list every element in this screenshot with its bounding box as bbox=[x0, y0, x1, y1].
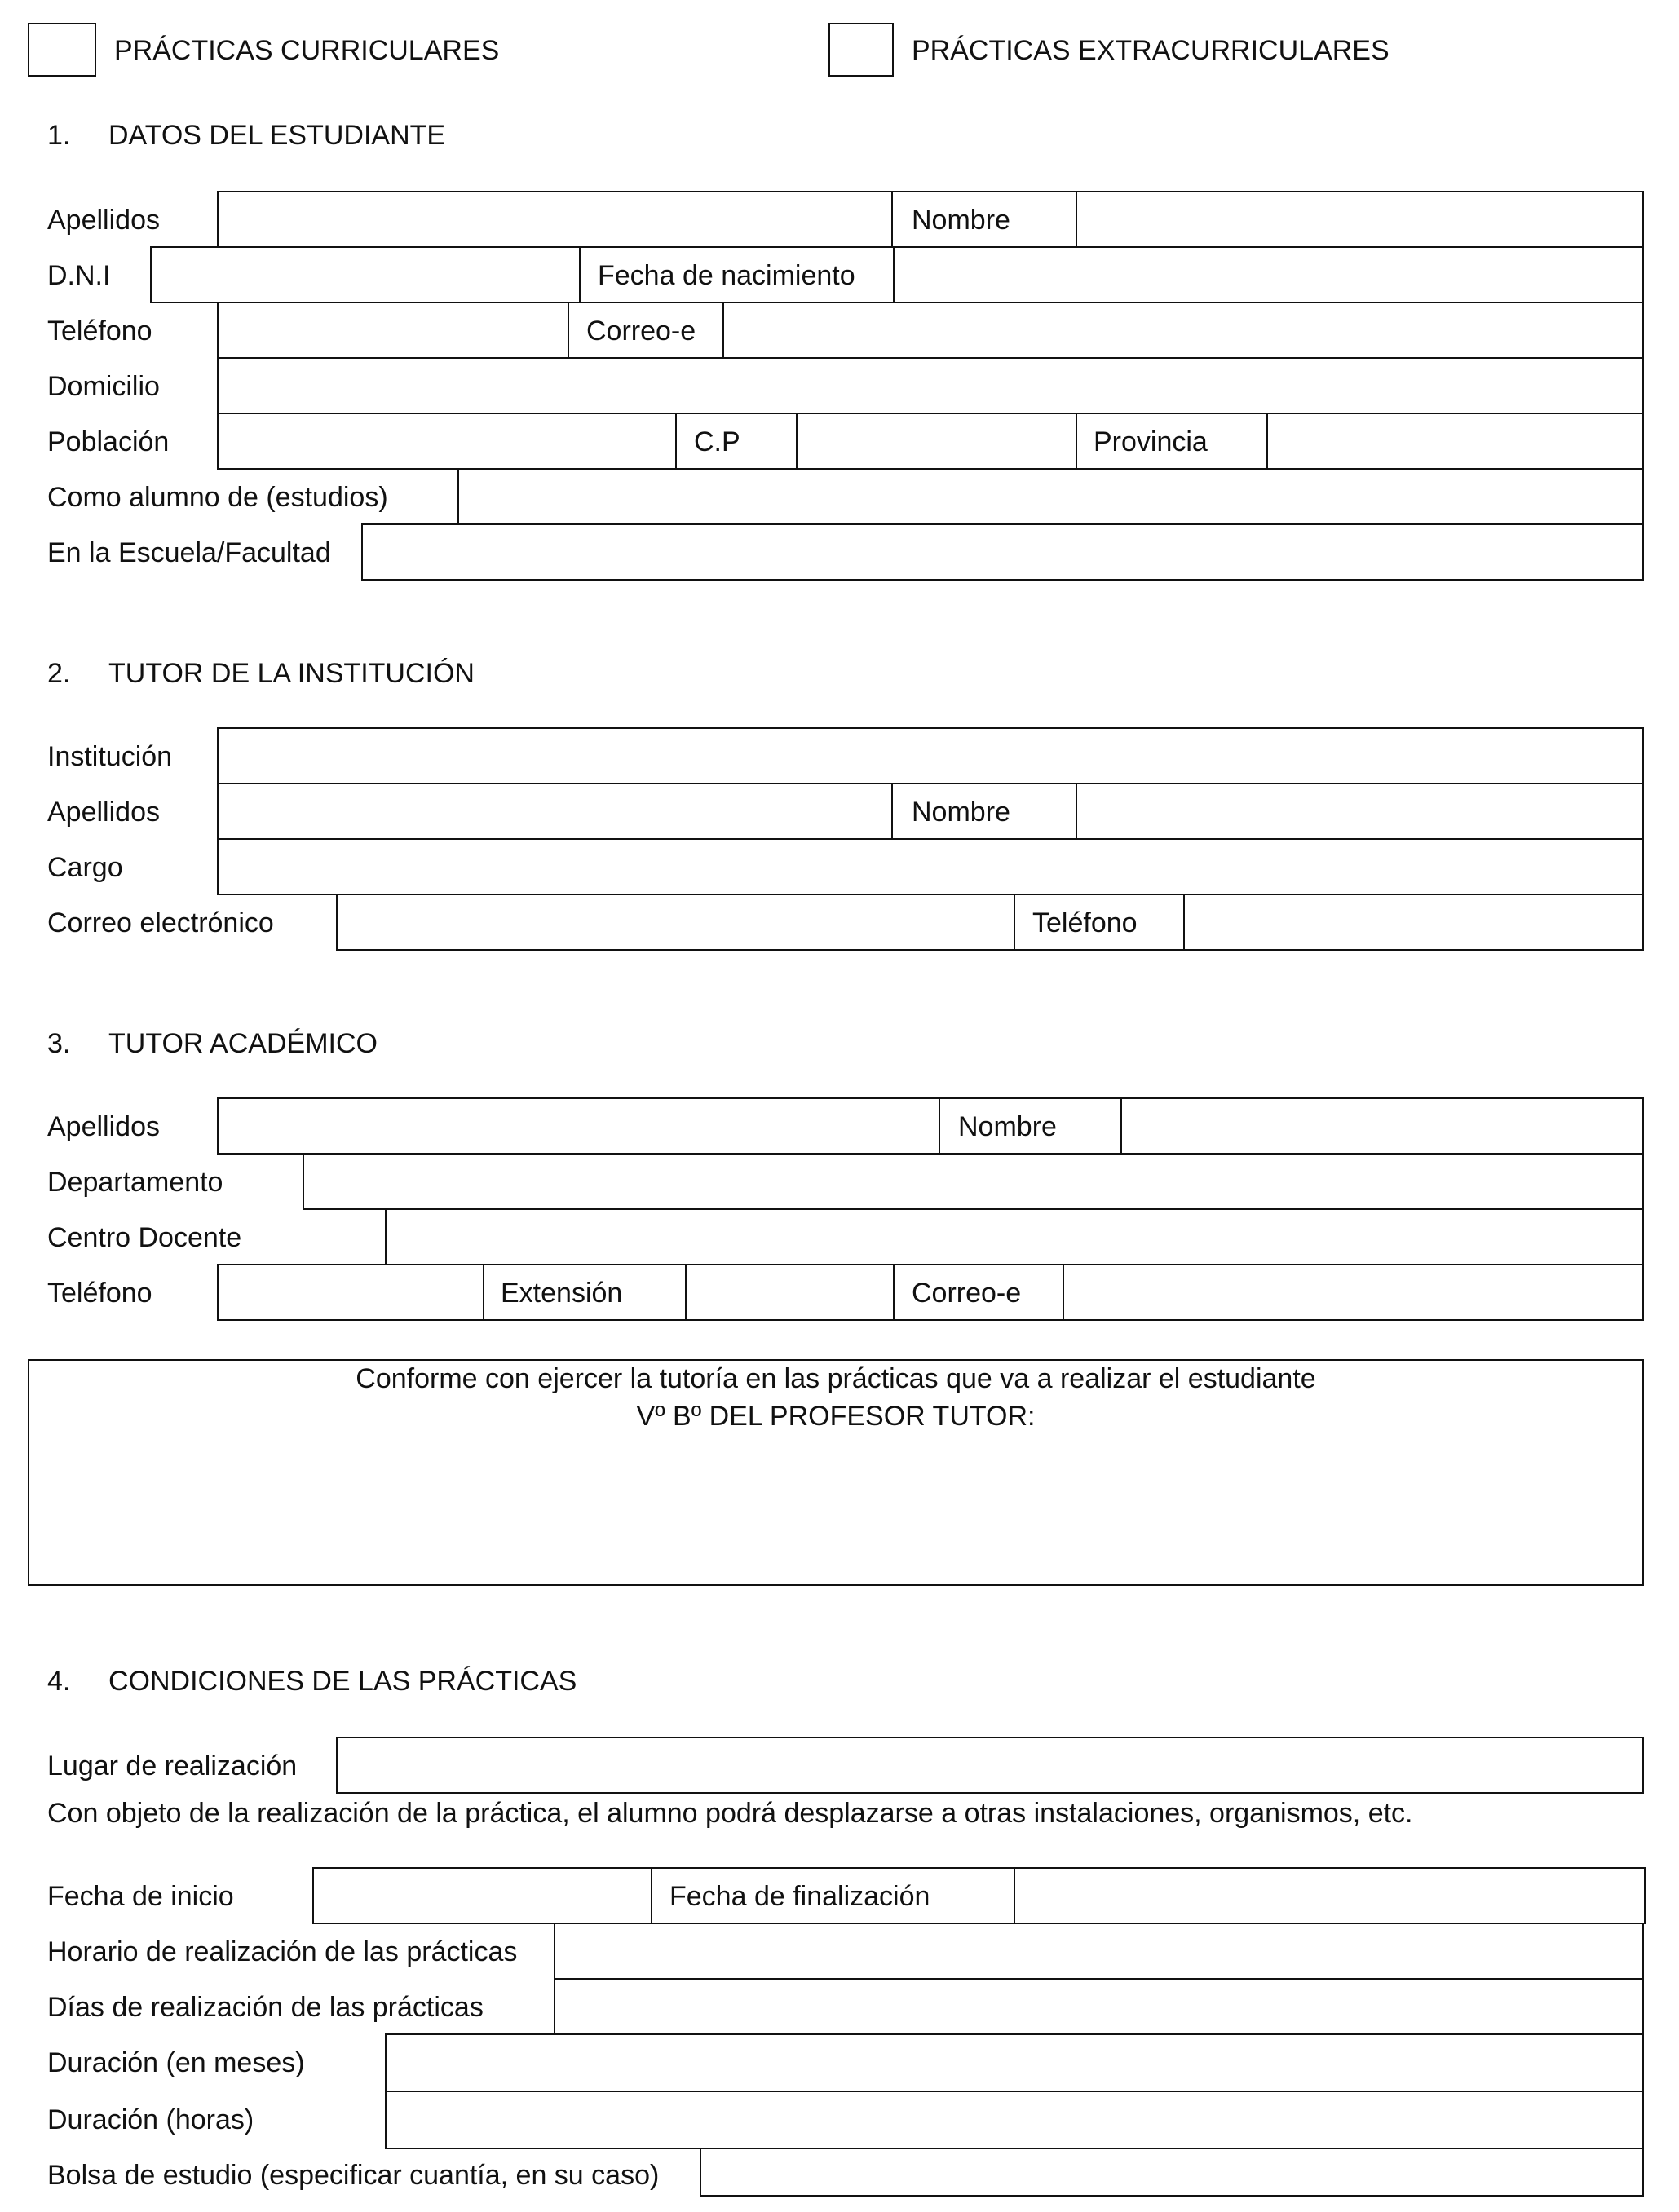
s4-bolsa-label: Bolsa de estudio (especificar cuantía, en su caso) bbox=[47, 2160, 660, 2191]
s1-escuela-label: En la Escuela/Facultad bbox=[47, 537, 331, 568]
vobo-profesor-tutor-text: Vº Bº DEL PROFESOR TUTOR: bbox=[636, 1401, 1036, 1432]
s3-nombre-label: Nombre bbox=[958, 1111, 1057, 1142]
s1-correo-label: Correo-e bbox=[586, 316, 696, 347]
s2-cargo-field[interactable] bbox=[217, 838, 1644, 895]
curriculares-checkbox[interactable] bbox=[28, 23, 96, 77]
s4-fecha-fin-label: Fecha de finalización bbox=[669, 1881, 930, 1912]
s1-poblacion-label: Población bbox=[47, 426, 170, 457]
extracurriculares-checkbox[interactable] bbox=[828, 23, 894, 77]
s2-correo-field[interactable] bbox=[336, 894, 1015, 951]
s1-nombre-field[interactable] bbox=[1076, 191, 1644, 248]
s1-estudios-field[interactable] bbox=[457, 468, 1644, 525]
s3-correo-label: Correo-e bbox=[912, 1278, 1022, 1309]
s1-nombre-label: Nombre bbox=[912, 205, 1010, 236]
s4-desplazamiento-note: Con objeto de la realización de la práctica, el alumno podrá desplazarse a otras instalaciones, organismos, etc. bbox=[47, 1798, 1413, 1829]
s3-apellidos-label: Apellidos bbox=[47, 1111, 160, 1142]
s1-cp-field[interactable] bbox=[796, 413, 1077, 470]
s4-dias-label: Días de realización de las prácticas bbox=[47, 1992, 484, 2023]
s1-cp-label: C.P bbox=[694, 426, 740, 457]
s1-dni-label: D.N.I bbox=[47, 260, 111, 291]
s2-nombre-field[interactable] bbox=[1076, 783, 1644, 840]
s3-extension-label: Extensión bbox=[501, 1278, 623, 1309]
s1-apellidos-field[interactable] bbox=[217, 191, 893, 248]
s3-departamento-label: Departamento bbox=[47, 1167, 223, 1198]
s4-duracion-meses-label: Duración (en meses) bbox=[47, 2047, 305, 2078]
s4-duracion-horas-field[interactable] bbox=[385, 2091, 1644, 2149]
s4-duracion-horas-label: Duración (horas) bbox=[47, 2104, 254, 2135]
s2-institucion-field[interactable] bbox=[217, 727, 1644, 784]
section-3-number: 3. bbox=[47, 1028, 71, 1059]
s1-provincia-field[interactable] bbox=[1266, 413, 1644, 470]
s2-apellidos-label: Apellidos bbox=[47, 797, 160, 828]
s4-lugar-field[interactable] bbox=[336, 1737, 1644, 1794]
s1-poblacion-field[interactable] bbox=[217, 413, 677, 470]
tutor-signature-box[interactable] bbox=[28, 1359, 1644, 1586]
s1-correo-field[interactable] bbox=[722, 302, 1644, 359]
section-4-number: 4. bbox=[47, 1666, 71, 1697]
s1-telefono-label: Teléfono bbox=[47, 316, 152, 347]
s2-institucion-label: Institución bbox=[47, 741, 173, 772]
s1-domicilio-label: Domicilio bbox=[47, 371, 160, 402]
s1-estudios-label: Como alumno de (estudios) bbox=[47, 482, 388, 513]
s2-cargo-label: Cargo bbox=[47, 852, 123, 883]
extracurriculares-label: PRÁCTICAS EXTRACURRICULARES bbox=[912, 35, 1390, 66]
s2-apellidos-field[interactable] bbox=[217, 783, 893, 840]
s2-nombre-label: Nombre bbox=[912, 797, 1010, 828]
s2-telefono-label: Teléfono bbox=[1032, 907, 1138, 938]
s4-fecha-inicio-field[interactable] bbox=[312, 1867, 652, 1924]
s1-dni-field[interactable] bbox=[150, 246, 581, 303]
s4-horario-label: Horario de realización de las prácticas bbox=[47, 1936, 518, 1967]
conforme-text: Conforme con ejercer la tutoría en las prácticas que va a realizar el estudiante bbox=[356, 1363, 1316, 1394]
s1-domicilio-field[interactable] bbox=[217, 357, 1644, 414]
s3-centro-field[interactable] bbox=[385, 1208, 1644, 1265]
s1-fecha-nac-label: Fecha de nacimiento bbox=[598, 260, 855, 291]
s4-duracion-meses-field[interactable] bbox=[385, 2033, 1644, 2092]
section-2-number: 2. bbox=[47, 658, 71, 689]
s3-apellidos-field[interactable] bbox=[217, 1097, 940, 1155]
s3-extension-field[interactable] bbox=[685, 1264, 895, 1321]
s3-telefono-field[interactable] bbox=[217, 1264, 484, 1321]
section-4-title: CONDICIONES DE LAS PRÁCTICAS bbox=[108, 1666, 577, 1697]
s1-escuela-field[interactable] bbox=[361, 523, 1644, 581]
section-1-number: 1. bbox=[47, 120, 71, 151]
section-2-title: TUTOR DE LA INSTITUCIÓN bbox=[108, 658, 475, 689]
s4-fecha-fin-field[interactable] bbox=[1014, 1867, 1646, 1924]
s4-fecha-inicio-label: Fecha de inicio bbox=[47, 1881, 234, 1912]
curriculares-label: PRÁCTICAS CURRICULARES bbox=[114, 35, 500, 66]
s3-nombre-field[interactable] bbox=[1120, 1097, 1644, 1155]
s3-telefono-label: Teléfono bbox=[47, 1278, 152, 1309]
s3-departamento-field[interactable] bbox=[303, 1153, 1644, 1210]
s4-lugar-label: Lugar de realización bbox=[47, 1751, 298, 1782]
s4-horario-field[interactable] bbox=[554, 1923, 1644, 1980]
s4-dias-field[interactable] bbox=[554, 1978, 1644, 2035]
s1-fecha-nac-field[interactable] bbox=[893, 246, 1644, 303]
s2-correo-label: Correo electrónico bbox=[47, 907, 274, 938]
section-3-title: TUTOR ACADÉMICO bbox=[108, 1028, 378, 1059]
s2-telefono-field[interactable] bbox=[1183, 894, 1644, 951]
s3-correo-field[interactable] bbox=[1063, 1264, 1644, 1321]
s1-telefono-field[interactable] bbox=[217, 302, 569, 359]
s4-bolsa-field[interactable] bbox=[700, 2148, 1644, 2197]
s3-centro-label: Centro Docente bbox=[47, 1222, 242, 1253]
s1-apellidos-label: Apellidos bbox=[47, 205, 160, 236]
section-1-title: DATOS DEL ESTUDIANTE bbox=[108, 120, 446, 151]
s1-provincia-label: Provincia bbox=[1094, 426, 1208, 457]
